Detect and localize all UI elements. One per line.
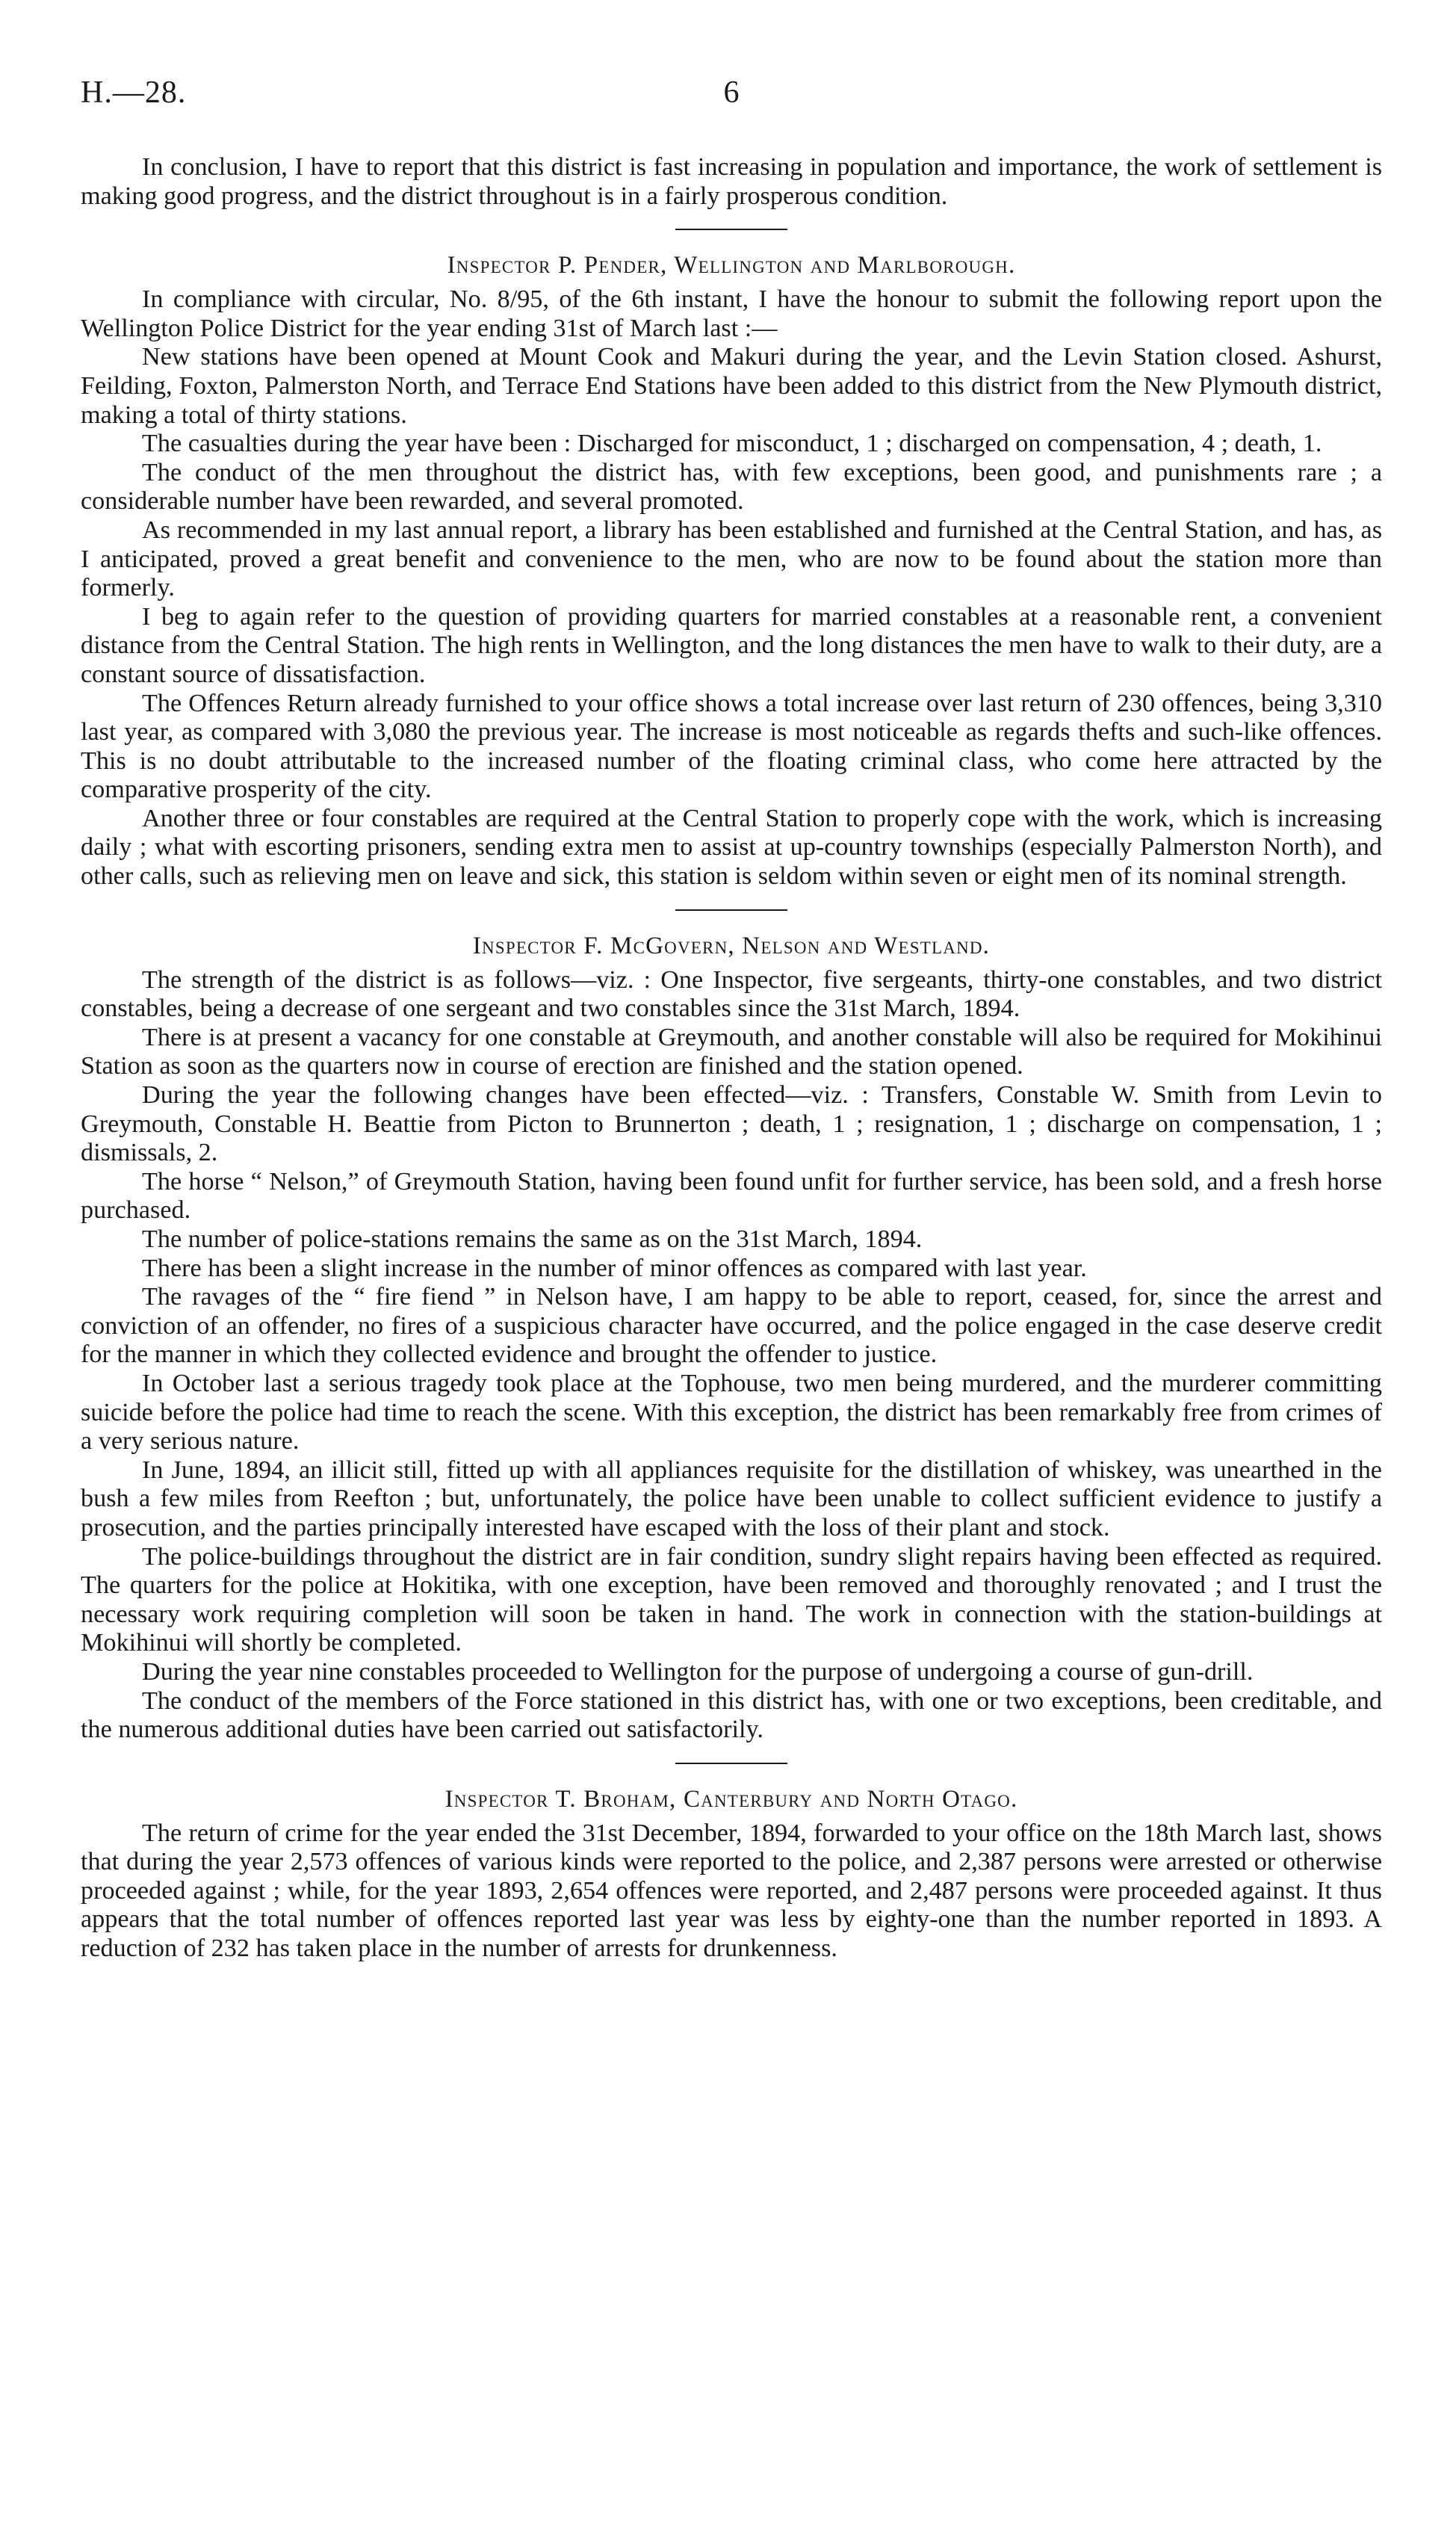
document-reference: H.—28.: [81, 75, 187, 110]
paragraph: New stations have been opened at Mount Cook and Makuri during the year, and the Levin Station closed. Ashurst, Feilding, Foxton, Palmerston North, and Terrace End Stations have been added to this district from the New Plymouth district, making a total of thirty stations.: [81, 343, 1382, 429]
paragraph: During the year nine constables proceeded to Wellington for the purpose of undergoing a course of gun-drill.: [142, 1657, 1254, 1686]
page-header: [81, 75, 1382, 120]
intro-paragraph: In conclusion, I have to report that this district is fast increasing in population and importance, the work of settlement is making good progress, and the district throughout is in a fairly prosperous condition.: [81, 153, 1382, 210]
section-heading: Inspector F. McGovern, Nelson and Westland.: [472, 932, 991, 959]
section-heading: Inspector P. Pender, Wellington and Marlborough.: [447, 252, 1016, 279]
paragraph: There is at present a vacancy for one constable at Greymouth, and another constable will also be required for Mokihinui Station as soon as the quarters now in course of erection are finished and the station opened.: [81, 1023, 1382, 1080]
section-heading: Inspector T. Broham, Canterbury and North Otago.: [444, 1785, 1018, 1813]
paragraph: The Offences Return already furnished to your office shows a total increase over last return of 230 offences, being 3,310 last year, as compared with 3,080 the previous year. The increase is most noticeable as regards thefts and such-like offences. This is no doubt attributable to the increased number of the floating criminal class, who come here attracted by the comparative prosperity of the city.: [81, 689, 1382, 804]
paragraph: During the year the following changes have been effected—viz. : Transfers, Constable W. Smith from Levin to Greymouth, Constable H. Beattie from Picton to Brunnerton ; death, 1 ; resignation, 1 ; discharge on compensation, 1 ; dismissals, 2.: [81, 1081, 1382, 1167]
paragraph: In June, 1894, an illicit still, fitted up with all appliances requisite for the distillation of whiskey, was unearthed in the bush a few miles from Reefton ; but, unfortunately, the police have been unable to collect sufficient evidence to justify a prosecution, and the parties principally interested have escaped with the loss of their plant and stock.: [81, 1456, 1382, 1541]
page-body: [81, 153, 1382, 1964]
paragraph: I beg to again refer to the question of providing quarters for married constables at a reasonable rent, a convenient distance from the Central Station. The high rents in Wellington, and the long distances the men have to walk to their duty, are a constant source of dissatisfaction.: [81, 602, 1382, 688]
paragraph: In October last a serious tragedy took place at the Tophouse, two men being murdered, and the murderer committing suicide before the police had time to reach the scene. With this exception, the district has been remarkably free from crimes of a very serious nature.: [81, 1369, 1382, 1456]
section-divider: [675, 1763, 787, 1764]
section-pender: [81, 250, 1382, 891]
page-number: 6: [723, 75, 740, 110]
paragraph: The conduct of the members of the Force stationed in this district has, with one or two exceptions, been creditable, and the numerous additional duties have been carried out satisfactorily.: [81, 1686, 1382, 1744]
paragraph: The casualties during the year have been : Discharged for misconduct, 1 ; discharged on compensation, 4 ; death, 1.: [142, 430, 1322, 458]
paragraph: The strength of the district is as follows—viz. : One Inspector, five sergeants, thirty-one constables, and two district constables, being a decrease of one sergeant and two constables since the 31st March, 1894.: [81, 965, 1382, 1023]
paragraph: There has been a slight increase in the number of minor offences as compared with last year.: [142, 1254, 1087, 1282]
section-broham: [81, 1784, 1382, 1964]
paragraph: Another three or four constables are required at the Central Station to properly cope with the work, which is increasing daily ; what with escorting prisoners, sending extra men to assist at up-country townships (especially Palmerston North), and other calls, such as relieving men on leave and sick, this station is seldom within seven or eight men of its nominal strength.: [81, 804, 1382, 891]
paragraph: In compliance with circular, No. 8/95, of the 6th instant, I have the honour to submit the following report upon the Wellington Police District for the year ending 31st of March last :—: [81, 285, 1382, 342]
section-divider: [675, 229, 787, 230]
paragraph: The conduct of the men throughout the district has, with few exceptions, been good, and punishments rare ; a considerable number have been rewarded, and several promoted.: [81, 458, 1382, 516]
section-divider: [675, 909, 787, 911]
paragraph: The ravages of the “ fire fiend ” in Nelson have, I am happy to be able to report, ceased, for, since the arrest and conviction of an offender, no fires of a suspicious character have occurred, and the police engaged in the case deserve credit for the manner in which they collected evidence and brought the offender to justice.: [81, 1283, 1382, 1369]
paragraph: As recommended in my last annual report, a library has been established and furnished at the Central Station, and has, as I anticipated, proved a great benefit and convenience to the men, who are now to be found about the station more than formerly.: [81, 516, 1382, 602]
section-mcgovern: [81, 931, 1382, 1745]
paragraph: The police-buildings throughout the district are in fair condition, sundry slight repairs having been effected as required. The quarters for the police at Hokitika, with one exception, have been removed and thoroughly renovated ; and I trust the necessary work requiring completion will soon be taken in hand. The work in connection with the station-buildings at Mokihinui will shortly be completed.: [81, 1542, 1382, 1657]
paragraph: The horse “ Nelson,” of Greymouth Station, having been found unfit for further service, has been sold, and a fresh horse purchased.: [81, 1167, 1382, 1225]
paragraph: The return of crime for the year ended the 31st December, 1894, forwarded to your office on the 18th March last, shows that during the year 2,573 offences of various kinds were reported to the police, and 2,387 persons were arrested or otherwise proceeded against ; while, for the year 1893, 2,654 offences were reported, and 2,487 persons were proceeded against. It thus appears that the total number of offences reported last year was less by eighty-one than the number reported in 1893. A reduction of 232 has taken place in the number of arrests for drunkenness.: [81, 1819, 1382, 1963]
paragraph: The number of police-stations remains the same as on the 31st March, 1894.: [142, 1225, 923, 1253]
